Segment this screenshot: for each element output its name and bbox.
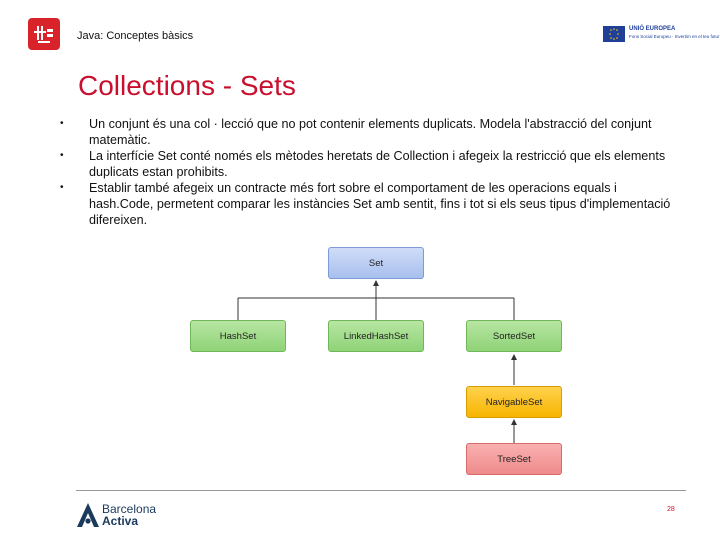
bullet-item bbox=[60, 180, 682, 228]
barcelona-activa-logo bbox=[76, 502, 100, 533]
inheritance-arrow bbox=[511, 419, 517, 425]
barcelona-activa-icon bbox=[76, 502, 100, 528]
bullet-icon: • bbox=[60, 182, 64, 193]
coat-of-arms-icon bbox=[28, 18, 60, 50]
bullet-item bbox=[60, 148, 682, 180]
bullet-list bbox=[60, 116, 682, 228]
barcelona-logo-text: Barcelona bbox=[102, 502, 157, 516]
activa-logo-text: Activa bbox=[102, 514, 139, 528]
linkedhashset-box: LinkedHashSet bbox=[328, 320, 424, 352]
presentation-title: Java: Conceptes bàsics bbox=[77, 30, 194, 42]
sortedset-box: SortedSet bbox=[466, 320, 562, 352]
treeset-box: TreeSet bbox=[466, 443, 562, 475]
navigableset-box: NavigableSet bbox=[466, 386, 562, 418]
bullet-text: La interfície Set conté només els mètodes heretats de Collection i afegeix la restricció que els elements duplicats estan prohibits. bbox=[89, 149, 666, 179]
eu-logo-subtext: Fons Social Europeu · Invertim en el teu futur bbox=[629, 34, 720, 39]
bullet-icon: • bbox=[60, 150, 64, 161]
eu-logo-text: UNIÓ EUROPEA bbox=[629, 26, 676, 32]
eu-logo bbox=[603, 26, 720, 44]
slide-title: Collections - Sets bbox=[78, 70, 296, 101]
footer-divider bbox=[76, 490, 686, 491]
set-hierarchy-diagram bbox=[186, 243, 566, 479]
page-number: 28 bbox=[667, 506, 675, 513]
bullet-item bbox=[60, 116, 682, 148]
eu-flag-icon bbox=[603, 26, 625, 42]
bullet-icon: • bbox=[60, 118, 64, 129]
set-box: Set bbox=[328, 247, 424, 279]
ajuntament-logo bbox=[28, 18, 60, 50]
inheritance-arrow bbox=[511, 354, 517, 360]
bullet-text: Un conjunt és una col · lecció que no pot contenir elements duplicats. Modela l'abstracció del conjunt matemàtic. bbox=[89, 117, 652, 147]
inheritance-arrow bbox=[373, 280, 379, 286]
bullet-text: Establir també afegeix un contracte més fort sobre el comportament de les operacions equals i hash.Code, permetent comparar les instàncies Set amb sentit, fins i tot si els seus tipus d'implementació difereixen. bbox=[89, 181, 671, 227]
hashset-box: HashSet bbox=[190, 320, 286, 352]
